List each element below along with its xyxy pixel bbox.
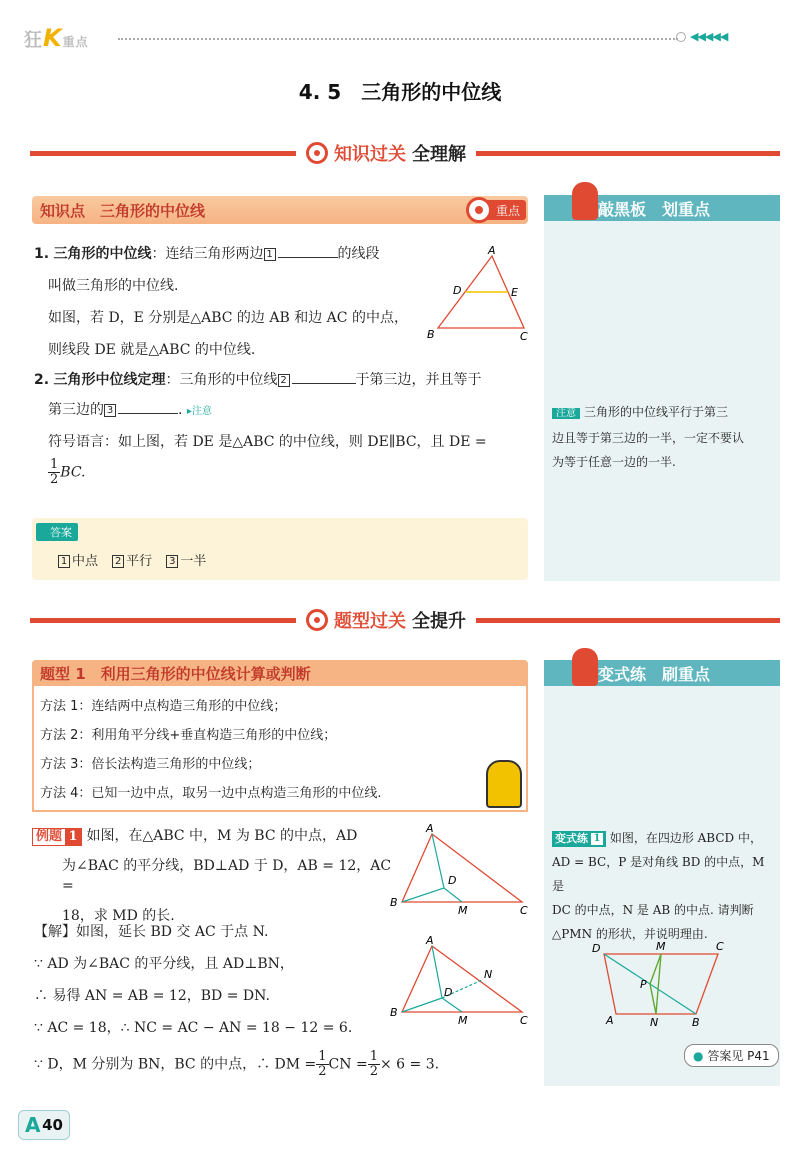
- student-mascot-icon: [572, 182, 598, 220]
- example-tag: 例题 1: [32, 828, 82, 846]
- label-a: A: [426, 936, 434, 947]
- brand-logo: 狂K重点: [24, 24, 89, 52]
- variant-tag: 变式练 1: [552, 831, 606, 847]
- label-m: M: [656, 940, 666, 953]
- banner-dark-text: 全提升: [412, 611, 466, 632]
- answer-item: 3 一半: [166, 554, 206, 569]
- answer-reference[interactable]: ● 答案见 P41: [684, 1044, 779, 1067]
- page-number: A 40: [18, 1110, 70, 1140]
- knowledge-item-2: 2. 三角形中位线定理：三角形的中位线 2 于第三边，并且等于 第三边的 3 . ▸注意 符号语言：如上图，若 DE 是△ABC 的中位线，则 DE∥BC，且 DE = $\frac{1}{2}$ BC.: [34, 372, 487, 487]
- example-figure-2: [386, 936, 534, 1026]
- label-b: B: [390, 896, 398, 909]
- target-icon: [466, 197, 492, 223]
- key-point-badge: 重点: [472, 200, 526, 220]
- section-banner-types: [296, 607, 476, 633]
- section-banner-knowledge: [296, 140, 476, 166]
- fraction-half: $\frac{1}{2}$: [50, 457, 59, 487]
- swirl-icon: [306, 142, 328, 164]
- label-a: A: [426, 822, 434, 835]
- compass-icon: A: [25, 1113, 41, 1137]
- label-d: D: [453, 284, 462, 297]
- variant-question: 变式练 1 如图，在四边形 ABCD 中， AD = BC，P 是对角线 BD 的中点，M 是 DC 的中点，N 是 AB 的中点. 请判断 △PMN 的形状，并说明理由.: [552, 831, 765, 941]
- knowledge-title: 知识点 三角形的中位线: [40, 202, 206, 220]
- label-d: D: [592, 942, 601, 955]
- label-d: D: [444, 986, 453, 999]
- side-header-blackboard: 敲黑板 划重点: [544, 195, 780, 221]
- label-n: N: [484, 968, 493, 981]
- method-item: 方法 3：倍长法构造三角形的中位线；: [40, 757, 261, 772]
- type-title: 题型 1 利用三角形的中位线计算或判断: [40, 665, 311, 683]
- header-dotted-rule: [118, 38, 678, 40]
- side-header-variant: 变式练 刷重点: [544, 660, 780, 686]
- swirl-icon: [306, 609, 328, 631]
- banner-red-text: 题型过关: [334, 611, 406, 632]
- label-b: B: [427, 328, 435, 341]
- label-c: C: [520, 330, 528, 343]
- example-question: 例题 1 如图，在△ABC 中，M 为 BC 的中点，AD 为∠BAC 的平分线，BD⊥AD 于 D，AB = 12，AC = 18，求 MD 的长.: [32, 826, 392, 926]
- label-n: N: [650, 1016, 659, 1029]
- label-a: A: [488, 244, 496, 257]
- pin-icon: ●: [693, 1049, 704, 1063]
- answer-item: 2 平行: [112, 554, 152, 569]
- triangle-figure-abc: [424, 244, 534, 344]
- example-solution: 【解】如图，延长 BD 交 AC 于点 N. ∵ AD 为∠BAC 的平分线，且 AD⊥BN， ∴ 易得 AN = AB = 12，BD = DN. ∵ AC = 18，∴ NC = AC − AN = 18 − 12 = 6. ∵ D，M 分别为 BN，BC 的中点，∴ DM = $\frac{1}{2}$ CN = $\frac{1}{2}$ × 6 = 3.: [34, 924, 440, 1079]
- label-c: C: [520, 904, 528, 917]
- side-note-text: 注意 三角形的中位线平行于第三 边且等于第三边的一半，一定不要认 为等于任意一边的一半.: [552, 405, 745, 469]
- method-item: 方法 4：已知一边中点，取另一边中点构造三角形的中位线.: [40, 786, 382, 801]
- label-c: C: [520, 1014, 528, 1026]
- label-d: D: [448, 874, 457, 887]
- method-item: 方法 1：连结两中点构造三角形的中位线；: [40, 699, 287, 714]
- thinker-mascot-icon: [486, 760, 522, 808]
- label-m: M: [458, 1014, 468, 1026]
- example-figure-1: [386, 822, 534, 918]
- knowledge-item-1: 1. 三角形的中位线：连结三角形两边 1 的线段 叫做三角形的中位线. 如图，若 D，E 分别是△ABC 的边 AB 和边 AC 的中点， 则线段 DE 就是△ABC 的中位线.: [34, 246, 408, 358]
- method-item: 方法 2：利用角平分线+垂直构造三角形的中位线；: [40, 728, 337, 743]
- label-m: M: [458, 904, 468, 917]
- banner-red-text: 知识过关: [334, 144, 406, 165]
- answer-list: [58, 552, 206, 572]
- chapter-title: 4. 5 三角形的中位线: [298, 80, 502, 104]
- methods-list: [40, 692, 382, 808]
- answer-tag: 答案: [36, 523, 78, 541]
- label-c: C: [716, 940, 724, 953]
- quadrilateral-figure: [586, 936, 736, 1032]
- label-e: E: [511, 286, 518, 299]
- label-a: A: [606, 1014, 614, 1027]
- header-arrows-icon: ◀◀◀◀◀: [690, 30, 728, 43]
- header-circle-icon: [676, 32, 686, 42]
- answer-item: 1 中点: [58, 554, 98, 569]
- note-pointer: ▸注意: [186, 406, 212, 417]
- label-b: B: [390, 1006, 398, 1019]
- label-p: P: [640, 978, 647, 991]
- label-b: B: [692, 1016, 700, 1029]
- student-mascot-icon: [572, 648, 598, 686]
- banner-dark-text: 全理解: [412, 144, 466, 165]
